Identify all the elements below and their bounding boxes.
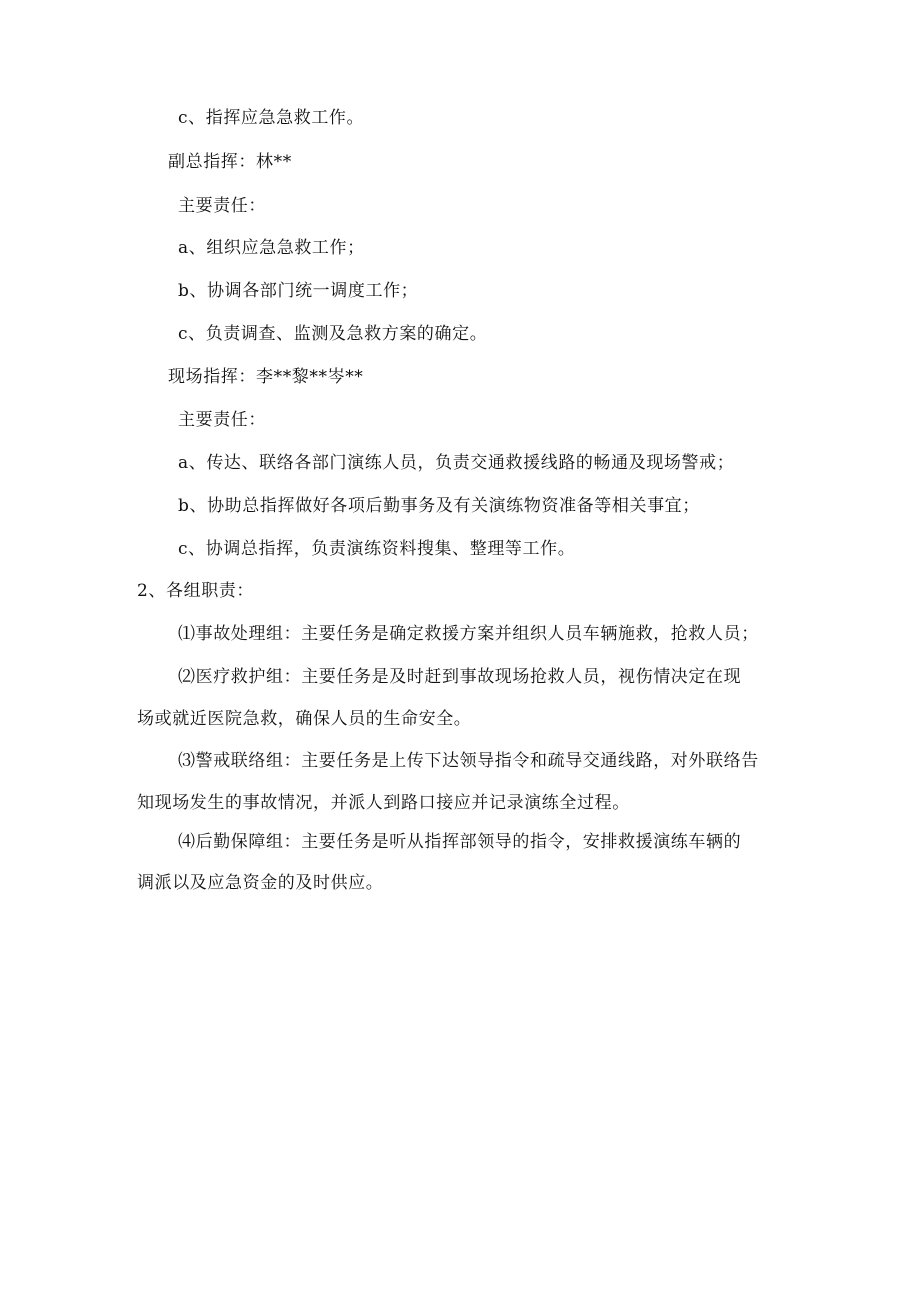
group-4-logistics-line-2: 调派以及应急资金的及时供应。	[137, 873, 384, 893]
group-1-accident-handling: ⑴事故处理组：主要任务是确定救援方案并组织人员车辆施救，抢救人员；	[178, 624, 759, 644]
duty-b-assist: b、协助总指挥做好各项后勤事务及有关演练物资准备等相关事宜；	[178, 496, 700, 516]
group-3-security-line-2: 知现场发生的事故情况，并派人到路口接应并记录演练全过程。	[137, 793, 630, 813]
deputy-commander-label: 副总指挥：林**	[168, 152, 292, 172]
duty-b-coordinate: b、协调各部门统一调度工作；	[178, 281, 419, 301]
group-2-medical-line-2: 场或就近医院急救，确保人员的生命安全。	[137, 709, 472, 729]
duty-c-investigate: c、负责调查、监测及急救方案的确定。	[178, 324, 488, 344]
site-commander-label: 现场指挥：李**黎**岑**	[168, 367, 364, 387]
group-3-security-line-1: ⑶警戒联络组：主要任务是上传下达领导指令和疏导交通线路，对外联络告	[178, 751, 759, 771]
main-duties-heading: 主要责任：	[178, 196, 266, 216]
section-2-heading: 2、各组职责：	[137, 581, 255, 601]
duty-c-command: c、指挥应急急救工作。	[178, 108, 365, 128]
duty-a-organize: a、组织应急急救工作；	[178, 238, 365, 258]
duty-a-liaison: a、传达、联络各部门演练人员，负责交通救援线路的畅通及现场警戒；	[178, 453, 735, 473]
duty-c-materials: c、协调总指挥，负责演练资料搜集、整理等工作。	[178, 539, 576, 559]
group-4-logistics-line-1: ⑷后勤保障组：主要任务是听从指挥部领导的指令，安排救援演练车辆的	[178, 832, 742, 852]
group-2-medical-line-1: ⑵医疗救护组：主要任务是及时赶到事故现场抢救人员，视伤情决定在现	[178, 667, 742, 687]
main-duties-heading-2: 主要责任：	[178, 410, 266, 430]
